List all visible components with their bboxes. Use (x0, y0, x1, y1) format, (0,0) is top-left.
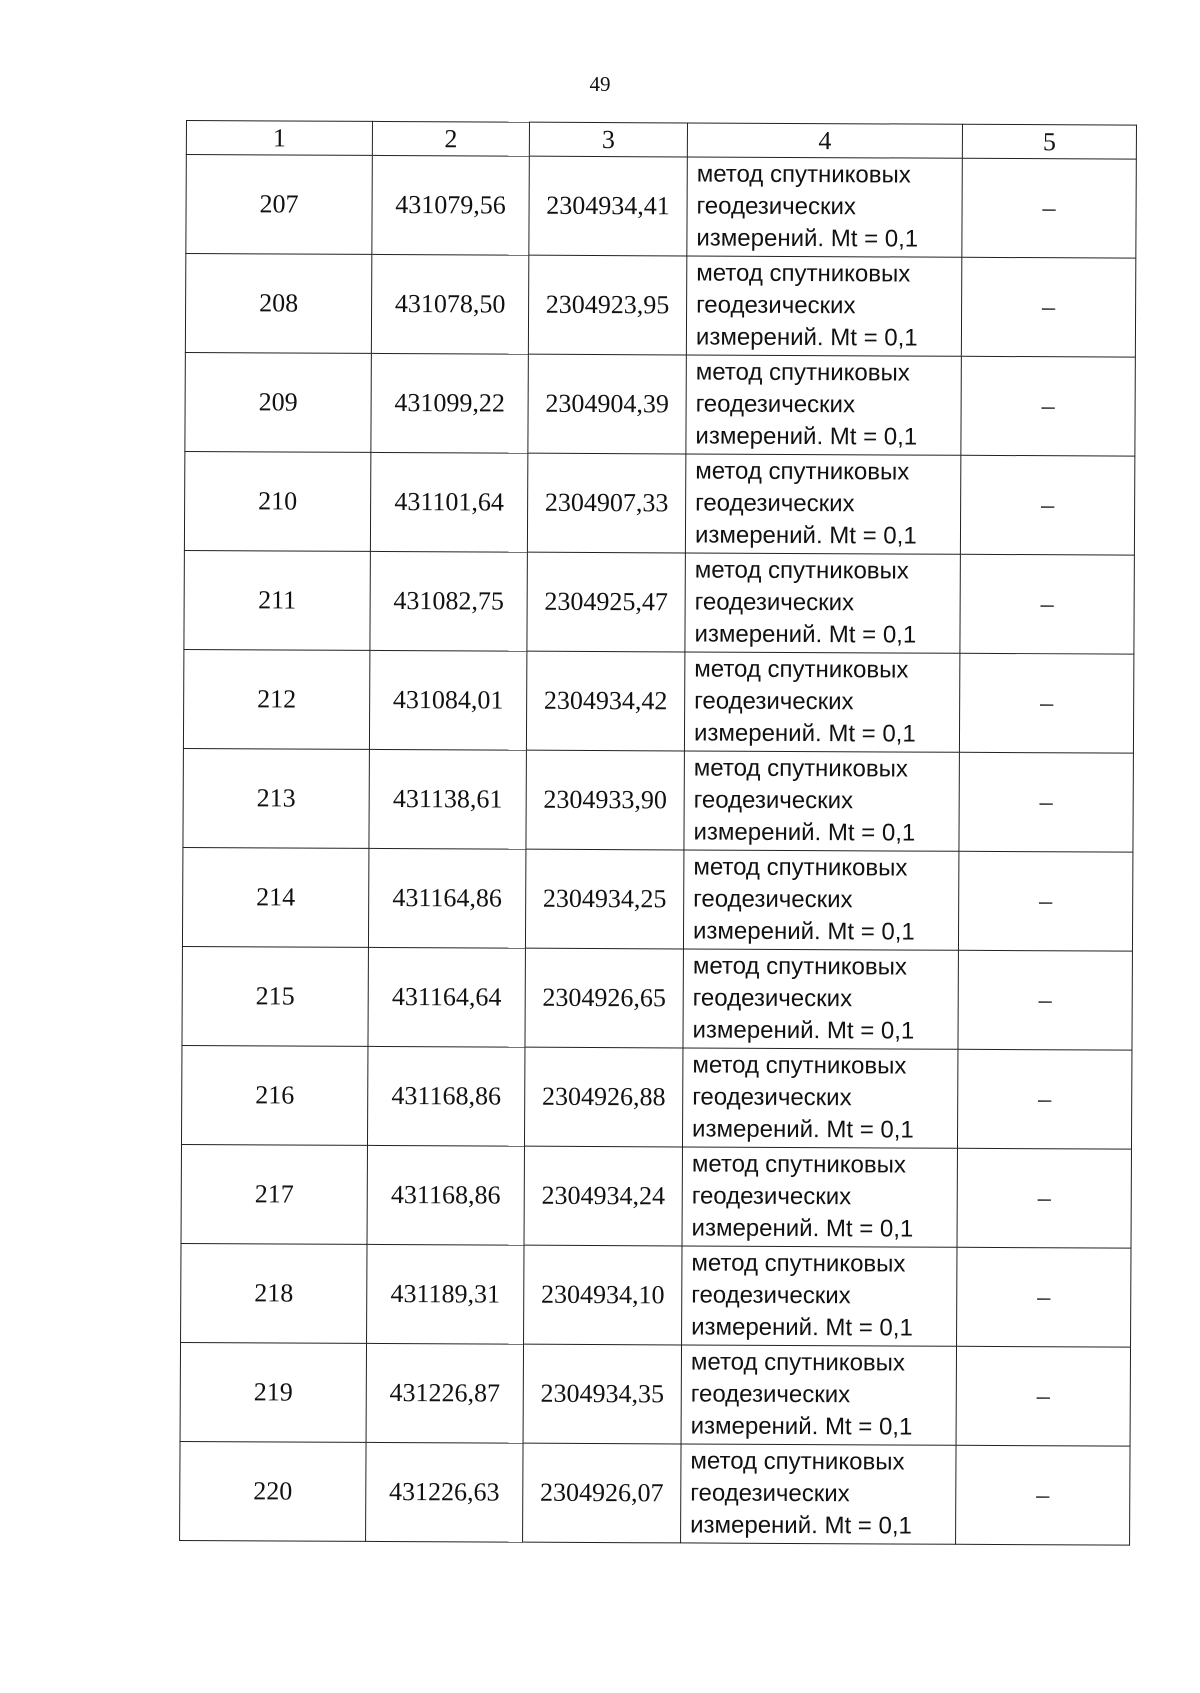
table-header-row (186, 121, 1136, 160)
note-cell: – (961, 257, 1135, 357)
point-number-cell: 220 (180, 1441, 366, 1541)
table-row (181, 1144, 1131, 1248)
table-row (185, 254, 1135, 358)
table-row (184, 451, 1134, 555)
note-cell: – (958, 851, 1132, 951)
method-line: метод спутниковых (691, 1249, 906, 1278)
method-line: геодезических (696, 192, 857, 221)
x-coordinate-cell: 431164,86 (368, 848, 525, 948)
method-line: геодезических (693, 885, 853, 914)
method-line: измерений. Mt = 0,1 (693, 818, 916, 847)
method-cell (684, 751, 959, 851)
note-cell: – (957, 1049, 1131, 1149)
column-header-4: 4 (687, 123, 962, 158)
point-number-cell: 211 (184, 550, 370, 650)
method-line: геодезических (691, 1182, 852, 1211)
y-coordinate-cell: 2304904,39 (528, 354, 686, 454)
x-coordinate-cell: 431168,86 (367, 1046, 524, 1146)
method-line: измерений. Mt = 0,1 (695, 422, 918, 451)
x-coordinate-cell: 431079,56 (372, 155, 529, 255)
method-cell (682, 1048, 957, 1148)
method-line: метод спутниковых (693, 754, 908, 783)
method-cell (686, 256, 961, 356)
method-line: метод спутниковых (694, 655, 909, 684)
method-line: измерений. Mt = 0,1 (691, 1214, 914, 1243)
page-number: 49 (589, 72, 611, 96)
table-row (180, 1342, 1130, 1446)
x-coordinate-cell: 431226,87 (366, 1343, 523, 1443)
column-header-5: 5 (962, 124, 1136, 159)
note-cell: – (960, 554, 1134, 654)
x-coordinate-cell: 431082,75 (370, 551, 527, 651)
method-line: геодезических (696, 291, 856, 320)
note-cell: – (957, 1148, 1131, 1248)
method-line: геодезических (695, 390, 856, 419)
method-cell (684, 652, 959, 752)
method-line: метод спутниковых (694, 556, 909, 585)
method-cell (685, 553, 960, 653)
method-cell (681, 1444, 956, 1544)
note-cell: – (956, 1346, 1130, 1446)
method-line: геодезических (691, 1281, 851, 1310)
method-line: метод спутниковых (695, 457, 910, 486)
note-cell: – (959, 653, 1133, 753)
method-cell (683, 850, 958, 950)
point-number-cell: 207 (186, 155, 372, 255)
note-cell: – (961, 356, 1135, 456)
coordinates-table (179, 120, 1137, 1546)
x-coordinate-cell: 431099,22 (371, 353, 528, 453)
method-line: геодезических (694, 588, 855, 617)
method-line: метод спутниковых (691, 1150, 906, 1179)
method-line: метод спутниковых (690, 1348, 906, 1377)
point-number-cell: 209 (185, 352, 371, 452)
note-cell: – (960, 455, 1134, 555)
table-row (183, 649, 1133, 753)
method-line: геодезических (693, 786, 854, 815)
y-coordinate-cell: 2304926,07 (523, 1443, 681, 1543)
y-coordinate-cell: 2304934,25 (525, 849, 683, 949)
column-header-2: 2 (372, 121, 529, 156)
y-coordinate-cell: 2304934,42 (526, 651, 684, 751)
y-coordinate-cell: 2304923,95 (528, 255, 686, 355)
x-coordinate-cell: 431226,63 (366, 1442, 523, 1542)
point-number-cell: 210 (184, 451, 370, 551)
table-row (182, 946, 1132, 1050)
x-coordinate-cell: 431078,50 (371, 254, 528, 354)
method-line: измерений. Mt = 0,1 (692, 917, 915, 946)
point-number-cell: 214 (182, 847, 368, 947)
method-cell (686, 355, 961, 455)
method-line: измерений. Mt = 0,1 (695, 323, 918, 352)
method-line: измерений. Mt = 0,1 (694, 620, 917, 649)
method-line: измерений. Mt = 0,1 (690, 1511, 912, 1540)
x-coordinate-cell: 431101,64 (370, 452, 527, 552)
method-line: геодезических (695, 489, 855, 518)
note-cell: – (957, 1247, 1131, 1347)
y-coordinate-cell: 2304934,24 (524, 1146, 682, 1246)
method-line: измерений. Mt = 0,1 (692, 1115, 914, 1144)
table-row (181, 1243, 1131, 1347)
method-cell (687, 157, 962, 257)
method-cell (682, 1147, 957, 1247)
point-number-cell: 212 (183, 649, 369, 749)
method-line: геодезических (690, 1479, 850, 1508)
y-coordinate-cell: 2304907,33 (527, 453, 685, 553)
x-coordinate-cell: 431168,86 (367, 1145, 524, 1245)
method-line: метод спутниковых (692, 952, 907, 981)
point-number-cell: 215 (182, 946, 368, 1046)
column-header-1: 1 (186, 121, 372, 156)
method-line: метод спутниковых (696, 160, 911, 189)
method-line: измерений. Mt = 0,1 (694, 521, 917, 550)
point-number-cell: 218 (181, 1243, 367, 1343)
x-coordinate-cell: 431084,01 (369, 650, 526, 750)
table-row (186, 155, 1136, 259)
method-line: геодезических (694, 687, 854, 716)
table-row (185, 352, 1135, 456)
y-coordinate-cell: 2304926,65 (525, 948, 683, 1048)
method-cell (685, 454, 960, 554)
y-coordinate-cell: 2304934,35 (523, 1344, 681, 1444)
table-row (182, 847, 1132, 951)
column-header-3: 3 (529, 122, 687, 157)
method-cell (683, 949, 958, 1049)
method-line: метод спутниковых (696, 259, 911, 288)
method-line: измерений. Mt = 0,1 (691, 1313, 913, 1342)
method-line: измерений. Mt = 0,1 (692, 1016, 915, 1045)
table-row (180, 1441, 1130, 1545)
method-line: геодезических (692, 1083, 852, 1112)
point-number-cell: 217 (181, 1144, 367, 1244)
table-row (184, 550, 1134, 654)
method-cell (681, 1345, 956, 1445)
method-line: измерений. Mt = 0,1 (690, 1412, 913, 1441)
note-cell: – (958, 950, 1132, 1050)
note-cell: – (956, 1445, 1130, 1545)
method-line: геодезических (692, 984, 853, 1013)
table-row (181, 1045, 1131, 1149)
note-cell: – (962, 158, 1136, 258)
point-number-cell: 219 (180, 1342, 366, 1442)
y-coordinate-cell: 2304933,90 (526, 750, 684, 850)
x-coordinate-cell: 431138,61 (369, 749, 526, 849)
note-cell: – (959, 752, 1133, 852)
x-coordinate-cell: 431164,64 (368, 947, 525, 1047)
method-line: геодезических (690, 1380, 851, 1409)
x-coordinate-cell: 431189,31 (367, 1244, 524, 1344)
point-number-cell: 208 (185, 254, 371, 354)
y-coordinate-cell: 2304934,10 (524, 1245, 682, 1345)
table-row (183, 748, 1133, 852)
point-number-cell: 216 (181, 1045, 367, 1145)
table-body (180, 155, 1137, 1546)
method-line: измерений. Mt = 0,1 (693, 719, 916, 748)
method-line: метод спутниковых (690, 1447, 905, 1476)
method-cell (682, 1246, 957, 1346)
method-line: метод спутниковых (692, 1051, 907, 1080)
y-coordinate-cell: 2304934,41 (529, 156, 687, 256)
point-number-cell: 213 (183, 748, 369, 848)
y-coordinate-cell: 2304926,88 (524, 1047, 682, 1147)
method-line: измерений. Mt = 0,1 (696, 224, 919, 253)
y-coordinate-cell: 2304925,47 (527, 552, 685, 652)
method-line: метод спутниковых (693, 853, 908, 882)
method-line: метод спутниковых (695, 358, 910, 387)
